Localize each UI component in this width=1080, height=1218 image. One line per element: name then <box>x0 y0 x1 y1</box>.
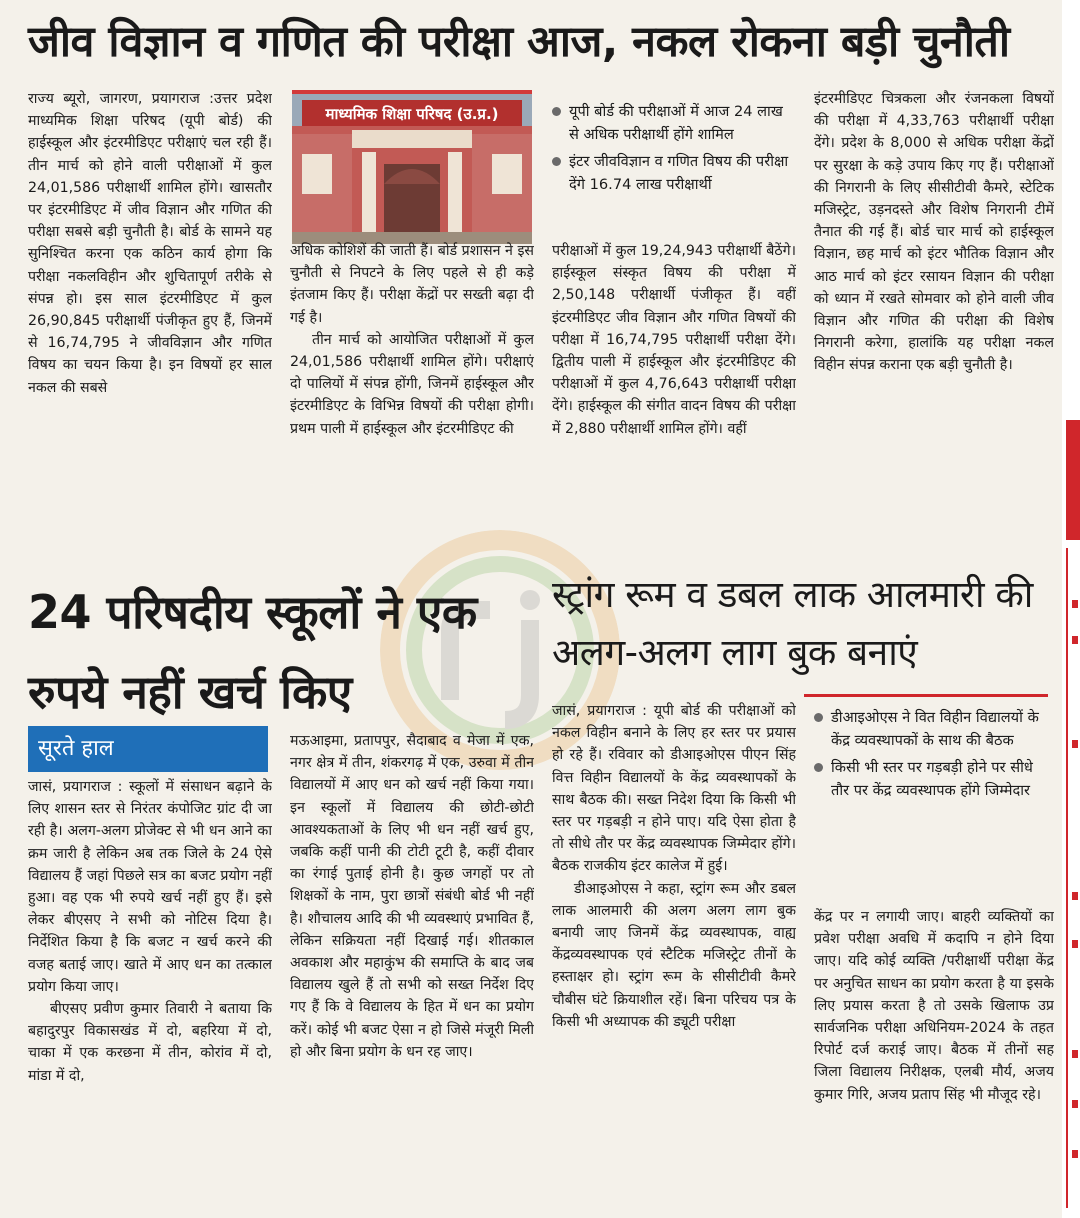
bullet-text: किसी भी स्तर पर गड़बड़ी होने पर सीधे तौर पर केंद्र व्यवस्थापक होंगे जिम्मेदार <box>831 759 1033 799</box>
article1-col2 <box>290 240 534 548</box>
bullet-dot-icon <box>814 713 823 722</box>
article1-col3 <box>552 240 796 548</box>
article2-col1-para1: जासं, प्रयागराज : स्कूलों में संसाधन बढ़ाने के लिए शासन स्तर से निरंतर कंपोजिट ग्रांट दी जा रही है। अलग-अलग प्रोजेक्ट से भी धन आने का क्रम जारी है लेकिन अब तक जिले के 24 ऐसे विद्यालय हैं जहां पिछले सत्र का बजट प्रयोग नहीं हुआ। वह एक भी रुपये खर्च नहीं हुए हैं। इसे लेकर बीएसए ने सभी को नोटिस दिया है। निर्देशित किया है कि बजट न खर्च करने की वजह बताई जाए। खाते में आए धन का तत्काल प्रयोग किया जाए। <box>28 779 272 995</box>
bullet-item <box>552 100 792 146</box>
bullet-item <box>814 706 1050 752</box>
article3-col4 <box>814 906 1054 1206</box>
bullet-text: यूपी बोर्ड की परीक्षाओं में आज 24 लाख से अधिक परीक्षार्थी होंगे शामिल <box>569 103 783 143</box>
adjacent-marker <box>1072 940 1078 948</box>
article1-col3-text: परीक्षाओं में कुल 19,24,943 परीक्षार्थी बैठेंगे। हाईस्कूल संस्कृत विषय की परीक्षा में 2,50,148 परीक्षार्थी पंजीकृत हैं। वहीं इंटरमीडिएट जीव विज्ञान और गणित विषयों की परीक्षा में 16,74,795 परीक्षार्थी परीक्षा देंगे। द्वितीय पाली में हाईस्कूल और इंटरमीडिएट की परीक्षाओं में कुल 4,76,643 परीक्षार्थी परीक्षा देंगे। हाईस्कूल की संगीत वादन विषय की परीक्षा में 2,880 परीक्षार्थी शामिल होंगे। वहीं <box>552 243 796 437</box>
bullet-item <box>814 756 1050 802</box>
divider-line <box>804 694 1048 697</box>
article1-col1-text: राज्य ब्यूरो, जागरण, प्रयागराज :उत्तर प्रदेश माध्यमिक शिक्षा परिषद (यूपी बोर्ड) की हाईस्कूल और इंटरमीडिएट परीक्षाएं चल रही हैं। तीन मार्च को होने वाली परीक्षाओं में कुल 24,01,586 परीक्षार्थी शामिल होंगे। खासतौर पर इंटरमीडिएट में जीव विज्ञान और गणित की परीक्षा सबसे बड़ी चुनौती है। बोर्ड के सामने यह सुनिश्चित करना एक कठिन कार्य होगा कि परीक्षा नकलविहीन और शुचितापूर्ण तरीके से संपन्न हो। इस साल इंटरमीडिएट में कुल 26,90,845 परीक्षार्थी पंजीकृत हुए हैं, जिनमें से 16,74,795 ने जीवविज्ञान और गणित विषय का चयन किया है। इन विषयों हर साल नकल की सबसे <box>28 91 272 396</box>
top-bullets <box>552 100 792 200</box>
mid-bullets <box>814 706 1050 806</box>
bullet-item <box>552 150 792 196</box>
article1-col2-para1: अधिक कोशिशें की जाती हैं। बोर्ड प्रशासन ने इस चुनौती से निपटने के लिए पहले से ही कड़े इंतजाम किए हैं। परीक्षा केंद्रों पर सख्ती बढ़ा दी गई है। <box>290 243 534 326</box>
article1-col2-para2: तीन मार्च को आयोजित परीक्षाओं में कुल 24,01,586 परीक्षार्थी शामिल होंगे। परीक्षाएं दो पालियों में संपन्न होंगी, जिनमें हाईस्कूल और इंटरमीडिएट के विभिन्न विषयों की परीक्षा होगी। प्रथम पाली में हाईस्कूल और इंटरमीडिएट की <box>290 331 534 437</box>
adjacent-marker <box>1072 1100 1078 1108</box>
article2-col2 <box>290 730 534 1206</box>
bullet-dot-icon <box>552 157 561 166</box>
adjacent-marker <box>1072 892 1078 900</box>
article1-col1 <box>28 88 272 548</box>
main-headline: जीव विज्ञान व गणित की परीक्षा आज, नकल रोकना बड़ी चुनौती <box>28 17 1010 67</box>
adjacent-marker <box>1072 1150 1078 1158</box>
adjacent-red-block <box>1066 420 1080 540</box>
article3-col3-para2: डीआइओएस ने कहा, स्ट्रांग रूम और डबल लाक आलमारी की अलग अलग लाग बुक बनायी जाए जिनमें केंद्र व्यवस्थापक, वाह्य केंद्रव्यवस्थापक एवं स्टैटिक मजिस्ट्रेट तीनों के हस्ताक्षर हो। स्ट्रांग रूम के सीसीटीवी कैमरे चौबीस घंटे क्रियाशील रहें। बिना परिचय पत्र के किसी भी अध्यापक की ड्यूटी परीक्षा <box>552 880 796 1030</box>
article3-col3-para1: जासं, प्रयागराज : यूपी बोर्ड की परीक्षाओं को नकल विहीन बनाने के लिए हर स्तर पर प्रयास हो रहे हैं। रविवार को डीआइओएस पीएन सिंह वित्त विहीन विद्यालयों के केंद्र व्यवस्थापकों के साथ बैठक की। सख्त निदेश दिया कि किसी भी स्तर पर गड़बड़ी न होने पाए। यदि ऐसा होता है तो सीधे तौर पर केंद्र व्यवस्थापक जिम्मेदार होंगे। बैठक राजकीय इंटर कालेज में हुई। <box>552 703 796 875</box>
adjacent-marker <box>1072 636 1078 644</box>
article2-col2-text: मऊआइमा, प्रतापपुर, सैदाबाद व मेजा में एक, नगर क्षेत्र में तीन, शंकरगढ़ में एक, उरुवा में तीन विद्यालयों में आए धन को खर्च नहीं किया गया। इन स्कूलों में विद्यालय की छोटी-छोटी आवश्यकताओं के लिए भी धन नहीं खर्च हुए, जबकि कहीं पानी की टोटी टूटी है, कहीं दीवार का रंगाई पुताई होनी है। कुछ जगहों पर तो शिक्षकों के नाम, पुरा छात्रों संबंधी बोर्ड भी नहीं है। शौचालय आदि की भी व्यवस्थाएं प्रभावित हैं, लेकिन सक्रियता नहीं दिखाई गई। शीतकाल अवकाश और महाकुंभ की समाप्ति के बाद जब विद्यालय खुले हैं तो सभी को सख्त निर्देश दिए गए हैं कि वे विद्यालय के हित में धन का प्रयोग करें। कोई भी बजट ऐसा न हो जिसे मंजूरी मिली हो और बिना प्रयोग के धन रह जाए। <box>290 733 534 1060</box>
bullet-dot-icon <box>814 763 823 772</box>
adjacent-marker <box>1072 1050 1078 1058</box>
adjacent-marker <box>1072 600 1078 608</box>
building-illustration <box>292 94 532 244</box>
adjacent-red-rule <box>1066 548 1068 1208</box>
article3-col3 <box>552 700 796 1206</box>
headline-left: 24 परिषदीय स्कूलों ने एक रुपये नहीं खर्च किए <box>28 585 477 719</box>
board-office-photo <box>292 90 532 244</box>
bullet-dot-icon <box>552 107 561 116</box>
article2-col1-para2: बीएसए प्रवीण कुमार तिवारी ने बताया कि बहादुरपुर विकासखंड में दो, बहरिया में दो, चाका में एक करछना में तीन, कोरांव में दो, मांडा में दो, <box>28 1001 272 1084</box>
bullet-text: इंटर जीवविज्ञान व गणित विषय की परीक्षा देंगे 16.74 लाख परीक्षार्थी <box>569 153 789 193</box>
article1-col4 <box>814 88 1054 548</box>
adjacent-marker <box>1072 740 1078 748</box>
headline-right: स्ट्रांग रूम व डबल लाक आलमारी की अलग-अलग लाग बुक बनाएं <box>552 573 1033 674</box>
article1-col4-text: इंटरमीडिएट चित्रकला और रंजनकला विषयों की परीक्षा में 4,33,763 परीक्षार्थी परीक्षा देंगे। प्रदेश के 8,000 से अधिक परीक्षा केंद्रों पर सुरक्षा के कड़े उपाय किए गए हैं। परीक्षाओं की निगरानी के लिए सीसीटीवी कैमरे, स्टेटिक मजिस्ट्रेट, उड़नदस्ते और विशेष निगरानी टीमें तैनात की गई हैं। बोर्ड चार मार्च को हाईस्कूल विज्ञान, छह मार्च को इंटर भौतिक विज्ञान और आठ मार्च को इंटर रसायन विज्ञान की परीक्षा को ध्यान में रखते सोमवार को होने वाली जीव विज्ञान और गणित की परीक्षा की विशेष निगरानी करेगा, हालांकि यह परीक्षा नकल विहीन संपन्न कराना एक बड़ी चुनौती है। <box>814 91 1054 374</box>
sign-text: माध्यमिक शिक्षा परिषद (उ.प्र.) <box>325 105 499 123</box>
article3-col4-text: केंद्र पर न लगायी जाए। बाहरी व्यक्तियों का प्रवेश परीक्षा अवधि में कदापि न होने दिया जाए। यदि कोई व्यक्ति /परीक्षार्थी परीक्षा केंद्र पर अनुचित साधन का प्रयोग करता है या इसके लिए प्रयास करता है तो उसके खिलाफ उप्र सार्वजनिक परीक्षा अधिनियम-2024 के तहत रिपोर्ट दर्ज कराई जाए। बैठक में तीनों सह जिला विद्यालय निरीक्षक, एलबी मौर्य, अजय कुमार गिरि, अजय प्रताप सिंह भी मौजूद रहे। <box>814 909 1054 1103</box>
adjacent-page-strip <box>1062 0 1080 1218</box>
section-tag: सूरते हाल <box>28 726 268 772</box>
bullet-text: डीआइओएस ने वित विहीन विद्यालयों के केंद्र व्यवस्थापकों के साथ की बैठक <box>831 709 1039 749</box>
article2-col1 <box>28 776 272 1206</box>
